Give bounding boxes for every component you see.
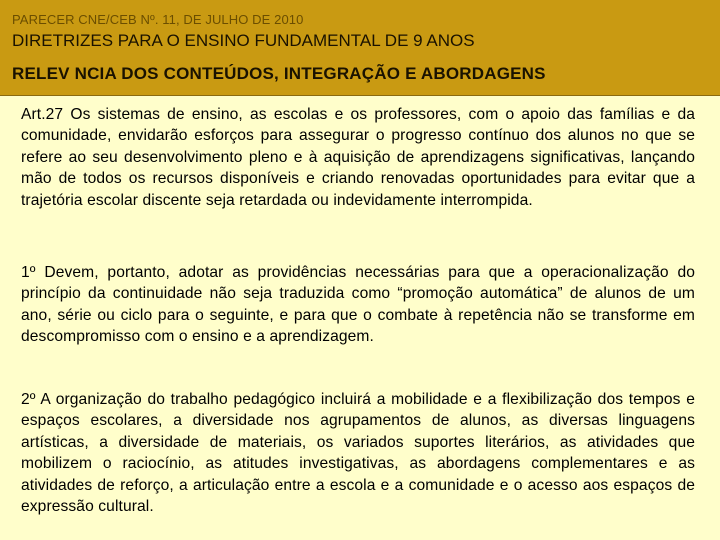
paragraph-item-2: 2º A organização do trabalho pedagógico incluirá a mobilidade e a flexibilização dos tempos e espaços escolares, a diversidade nos agrupamentos de alunos, as diversas linguagens artísticas, a diversidade de materiais, os variados suportes literários, as atividades que mobilizem o raciocínio, as atitudes investigativas, as abordagens complementares e as atividades de reforço, a articulação entre a escola e a comunidade e o acesso aos espaços de expressão cultural. — [21, 391, 695, 516]
document-reference: PARECER CNE/CEB Nº. 11, DE JULHO DE 2010 — [12, 12, 304, 27]
paragraph-item-1: 1º Devem, portanto, adotar as providências necessárias para que a operacionalização do princípio da continuidade não seja traduzida como “promoção automática” de alunos de um ano, série ou ciclo para o seguinte, e para que o combate à repetência não se transforme em descompromisso com o ensino e a aprendizagem. — [21, 264, 695, 346]
slide-body — [0, 96, 720, 540]
slide-header — [0, 0, 720, 96]
slide-subtitle: DIRETRIZES PARA O ENSINO FUNDAMENTAL DE 9 ANOS — [12, 31, 475, 50]
slide-title: RELEV NCIA DOS CONTEÚDOS, INTEGRAÇÃO E ABORDAGENS — [12, 64, 546, 83]
paragraph-art27: Art.27 Os sistemas de ensino, as escolas e os professores, com o apoio das famílias e da comunidade, envidarão esforços para assegurar o progresso contínuo dos alunos no que se refere ao seu desenvolvimento pleno e à aquisição de aprendizagens significativas, lançando mão de todos os recursos disponíveis e criando renovadas oportunidades para evitar que a trajetória escolar discente seja retardada ou indevidamente interrompida. — [21, 106, 695, 209]
